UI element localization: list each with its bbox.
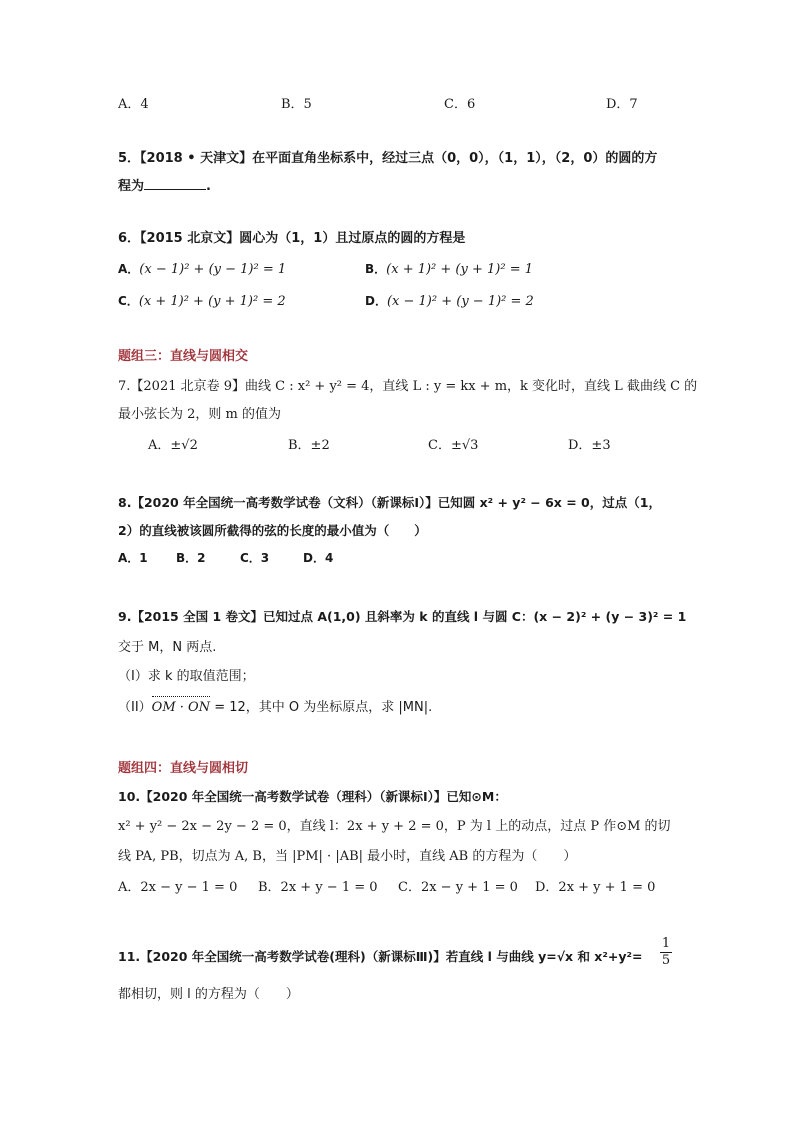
- q8-line2: 2）的直线被该圆所截得的弦的长度的最小值为（ ）: [118, 523, 427, 538]
- q10-line1: 10.【2020 年全国统一高考数学试卷（理科）（新课标Ⅰ）】已知⊙M：: [118, 789, 507, 804]
- option-a: A．4: [118, 97, 149, 112]
- q11-fraction-numerator: 1: [661, 936, 671, 951]
- q10-line3: 线 PA, PB，切点为 A, B，当 |PM| · |AB| 最小时，直线 AB 的方程为（ ）: [118, 849, 577, 864]
- option-d: D．7: [606, 97, 638, 112]
- q6-option-d-label: D．: [365, 294, 387, 308]
- q11-fraction-denominator: 5: [661, 953, 671, 968]
- q8-option-a: A．1: [118, 551, 148, 565]
- q6-option-d: [365, 292, 534, 311]
- q7-option-b: B．±2: [288, 438, 330, 453]
- q5-line2-pre: 程为: [118, 179, 145, 194]
- q9-part2-post: = 12，其中 O 为坐标原点，求 |MN|.: [210, 700, 433, 715]
- q6-option-a-label: A．: [118, 262, 140, 276]
- q6-option-a-expr: (x − 1)² + (y − 1)² = 1: [139, 262, 287, 277]
- q7-option-a: A．±√2: [148, 438, 198, 453]
- q7-option-c: C．±√3: [428, 438, 479, 453]
- q6-option-a: [118, 260, 286, 279]
- q11-fraction: [660, 936, 672, 969]
- q5-line2: [118, 176, 211, 196]
- q10-line2: x² + y² − 2x − 2y − 2 = 0，直线 l：2x + y + 2 = 0，P 为 l 上的动点，过点 P 作⊙M 的切: [118, 819, 671, 834]
- q6-option-b-expr: (x + 1)² + (y + 1)² = 1: [386, 262, 533, 277]
- q5-line2-post: .: [206, 179, 211, 194]
- q9-line1: 9.【2015 全国 1 卷文】已知过点 A(1,0) 且斜率为 k 的直线 l 与圆 C：(x − 2)² + (y − 3)² = 1: [118, 609, 687, 624]
- q7-option-d: D．±3: [568, 438, 611, 453]
- q9-part1: （I）求 k 的取值范围；: [118, 669, 255, 684]
- q6-option-b: [365, 260, 533, 279]
- option-c: C．6: [444, 97, 476, 112]
- q11-line1: 11.【2020 年全国统一高考数学试卷(理科)（新课标Ⅲ)】若直线 l 与曲线 y=√x 和 x²+y²=: [118, 949, 643, 964]
- q9-vector-expr: OM · ON: [151, 700, 211, 715]
- q5-line1: 5．【2018 • 天津文】在平面直角坐标系中，经过三点（0，0），（1，1），（2，0）的圆的方: [118, 151, 658, 166]
- option-b: B．5: [281, 97, 312, 112]
- q7-line1: 7.【2021 北京卷 9】曲线 C : x² + y² = 4，直线 L : y = kx + m，k 变化时，直线 L 截曲线 C 的: [118, 379, 698, 394]
- q8-line1: 8.【2020 年全国统一高考数学试卷（文科）（新课标Ⅰ）】已知圆 x² + y² − 6x = 0，过点（1，: [118, 495, 661, 510]
- q6-option-d-expr: (x − 1)² + (y − 1)² = 2: [386, 294, 534, 309]
- q10-option-a: A．2x − y − 1 = 0: [118, 880, 238, 895]
- q8-option-c: C．3: [240, 551, 270, 565]
- group4-title: 题组四：直线与圆相切: [118, 761, 249, 776]
- q6-option-b-label: B．: [365, 262, 387, 276]
- q11-line2: 都相切，则 l 的方程为（ ）: [118, 987, 299, 1002]
- q6-stem: 6．【2015 北京文】圆心为（1，1）且过原点的圆的方程是: [118, 231, 466, 246]
- q6-option-c: [118, 292, 286, 311]
- q10-option-d: D．2x + y + 1 = 0: [535, 880, 656, 895]
- q10-option-b: B．2x + y − 1 = 0: [258, 880, 378, 895]
- q7-line2: 最小弦长为 2，则 m 的值为: [118, 407, 281, 422]
- q9-part2: [118, 699, 432, 717]
- answer-blank: [144, 176, 206, 190]
- q9-part2-pre: （II）: [118, 700, 152, 715]
- q6-option-c-expr: (x + 1)² + (y + 1)² = 2: [138, 294, 286, 309]
- q6-option-c-label: C．: [118, 294, 139, 308]
- q10-option-c: C．2x − y + 1 = 0: [398, 880, 518, 895]
- q9-line2: 交于 M，N 两点.: [118, 640, 217, 655]
- q8-option-d: D．4: [303, 551, 334, 565]
- group3-title: 题组三：直线与圆相交: [118, 349, 249, 364]
- q8-option-b: B．2: [176, 551, 206, 565]
